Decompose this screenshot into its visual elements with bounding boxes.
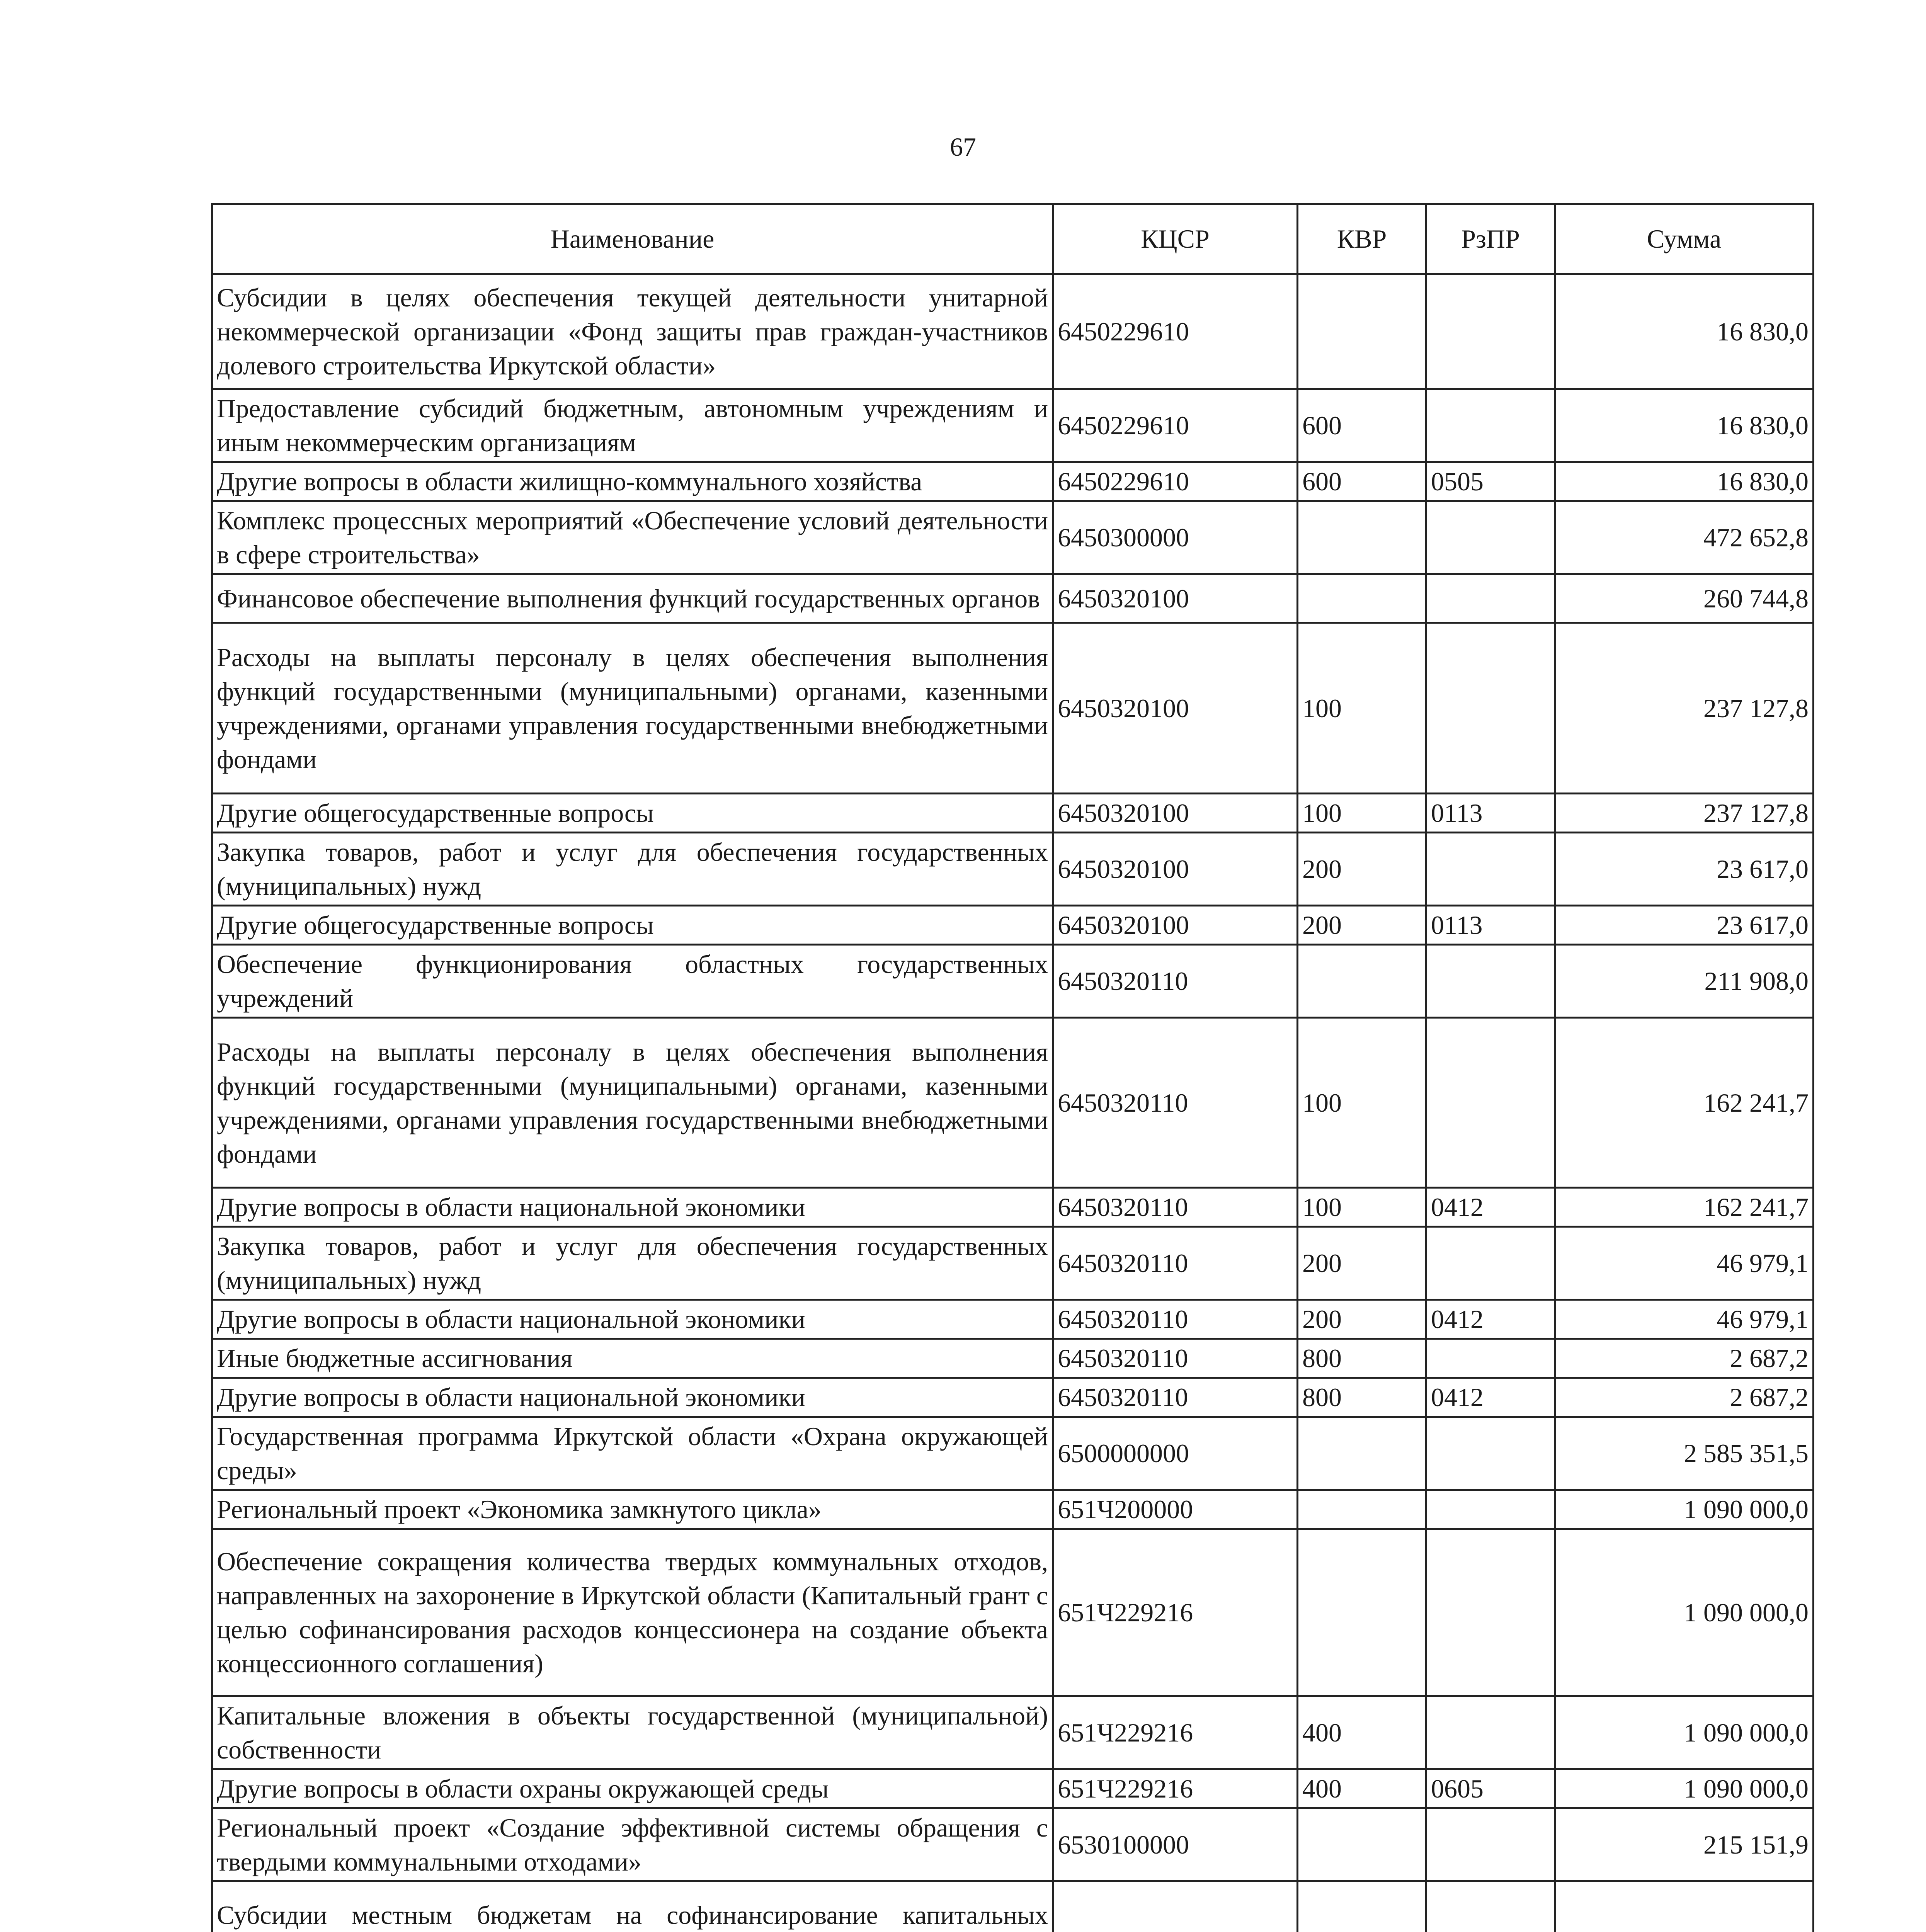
cell-kcsr: 6450320100 xyxy=(1053,574,1298,623)
table-row xyxy=(212,906,1814,945)
cell-kvr: 100 xyxy=(1298,1188,1426,1227)
cell-kvr: 600 xyxy=(1298,389,1426,462)
cell-name: Предоставление субсидий бюджетным, автономным учреждениям и иным некоммерческим организациям xyxy=(212,389,1053,462)
table-row xyxy=(212,274,1814,389)
header-sum: Сумма xyxy=(1555,204,1814,274)
cell-rzpr xyxy=(1426,1227,1555,1300)
cell-rzpr xyxy=(1426,574,1555,623)
table-row xyxy=(212,623,1814,794)
cell-kvr xyxy=(1298,945,1426,1018)
cell-name: Другие общегосударственные вопросы xyxy=(212,906,1053,945)
cell-kcsr: 6450320110 xyxy=(1053,945,1298,1018)
cell-kvr: 200 xyxy=(1298,906,1426,945)
cell-rzpr: 0505 xyxy=(1426,462,1555,501)
cell-sum: 215 151,9 xyxy=(1555,1808,1814,1881)
cell-kvr xyxy=(1298,274,1426,389)
cell-kcsr: 651Ч229216 xyxy=(1053,1529,1298,1696)
header-name: Наименование xyxy=(212,204,1053,274)
cell-sum: 16 830,0 xyxy=(1555,462,1814,501)
cell-kvr xyxy=(1298,1808,1426,1881)
cell-kvr: 400 xyxy=(1298,1769,1426,1808)
cell-name: Обеспечение функционирования областных государственных учреждений xyxy=(212,945,1053,1018)
cell-kcsr: 651Ч229216 xyxy=(1053,1769,1298,1808)
cell-kvr xyxy=(1298,574,1426,623)
table-body xyxy=(212,274,1814,1932)
cell-name: Закупка товаров, работ и услуг для обеспечения государственных (муниципальных) нужд xyxy=(212,833,1053,906)
table-row xyxy=(212,1808,1814,1881)
cell-kcsr: 6450229610 xyxy=(1053,462,1298,501)
cell-kvr: 100 xyxy=(1298,1018,1426,1188)
cell-sum: 211 908,0 xyxy=(1555,945,1814,1018)
cell-name: Другие общегосударственные вопросы xyxy=(212,794,1053,833)
cell-kcsr: 6450229610 xyxy=(1053,389,1298,462)
header-kcsr: КЦСР xyxy=(1053,204,1298,274)
cell-kcsr: 6530100000 xyxy=(1053,1808,1298,1881)
cell-name: Иные бюджетные ассигнования xyxy=(212,1339,1053,1378)
cell-name: Другие вопросы в области национальной экономики xyxy=(212,1300,1053,1339)
table-row xyxy=(212,1696,1814,1769)
cell-name: Субсидии местным бюджетам на софинансирование капитальных xyxy=(212,1881,1053,1932)
cell-rzpr xyxy=(1426,1881,1555,1932)
cell-kcsr: 651Ч200000 xyxy=(1053,1490,1298,1529)
cell-kcsr: 6450320110 xyxy=(1053,1300,1298,1339)
cell-kvr: 600 xyxy=(1298,462,1426,501)
cell-rzpr xyxy=(1426,274,1555,389)
cell-rzpr xyxy=(1426,1417,1555,1490)
page-number: 67 xyxy=(950,132,976,162)
cell-name: Расходы на выплаты персоналу в целях обеспечения выполнения функций государственными (муниципальными) органами, казенными учреждениями, органами управления государственными внебюджетными фондами xyxy=(212,623,1053,794)
cell-name: Комплекс процессных мероприятий «Обеспечение условий деятельности в сфере строительства» xyxy=(212,501,1053,574)
cell-sum: 23 617,0 xyxy=(1555,906,1814,945)
cell-kcsr: 6450320110 xyxy=(1053,1018,1298,1188)
cell-name: Другие вопросы в области национальной экономики xyxy=(212,1378,1053,1417)
table-row xyxy=(212,1227,1814,1300)
table-row xyxy=(212,833,1814,906)
table-row xyxy=(212,501,1814,574)
header-kvr: КВР xyxy=(1298,204,1426,274)
cell-rzpr xyxy=(1426,389,1555,462)
cell-kvr xyxy=(1298,501,1426,574)
budget-table xyxy=(211,203,1814,1932)
cell-sum xyxy=(1555,1881,1814,1932)
cell-sum: 16 830,0 xyxy=(1555,274,1814,389)
cell-kvr: 200 xyxy=(1298,1300,1426,1339)
cell-kcsr: 6450320100 xyxy=(1053,833,1298,906)
table-row xyxy=(212,1490,1814,1529)
table-row xyxy=(212,574,1814,623)
cell-name: Расходы на выплаты персоналу в целях обеспечения выполнения функций государственными (муниципальными) органами, казенными учреждениями, органами управления государственными внебюджетными фондами xyxy=(212,1018,1053,1188)
cell-rzpr: 0412 xyxy=(1426,1188,1555,1227)
cell-rzpr xyxy=(1426,501,1555,574)
cell-sum: 2 687,2 xyxy=(1555,1339,1814,1378)
cell-sum: 260 744,8 xyxy=(1555,574,1814,623)
table-row xyxy=(212,1529,1814,1696)
cell-rzpr xyxy=(1426,1018,1555,1188)
cell-rzpr xyxy=(1426,1529,1555,1696)
cell-kcsr: 6450320110 xyxy=(1053,1378,1298,1417)
cell-sum: 1 090 000,0 xyxy=(1555,1529,1814,1696)
cell-kvr: 200 xyxy=(1298,833,1426,906)
cell-rzpr xyxy=(1426,1490,1555,1529)
cell-sum: 16 830,0 xyxy=(1555,389,1814,462)
table-row xyxy=(212,1339,1814,1378)
cell-kcsr: 651Ч229216 xyxy=(1053,1696,1298,1769)
cell-kvr: 800 xyxy=(1298,1378,1426,1417)
table-row xyxy=(212,1417,1814,1490)
cell-kvr xyxy=(1298,1529,1426,1696)
cell-rzpr xyxy=(1426,833,1555,906)
cell-kcsr: 6450320100 xyxy=(1053,623,1298,794)
cell-sum: 1 090 000,0 xyxy=(1555,1696,1814,1769)
table-row xyxy=(212,1378,1814,1417)
cell-kcsr: 6450320110 xyxy=(1053,1188,1298,1227)
cell-name: Закупка товаров, работ и услуг для обеспечения государственных (муниципальных) нужд xyxy=(212,1227,1053,1300)
table-header-row xyxy=(212,204,1814,274)
cell-kcsr: 6450229610 xyxy=(1053,274,1298,389)
cell-rzpr: 0113 xyxy=(1426,906,1555,945)
table-row xyxy=(212,462,1814,501)
cell-sum: 1 090 000,0 xyxy=(1555,1769,1814,1808)
cell-rzpr xyxy=(1426,945,1555,1018)
cell-rzpr: 0605 xyxy=(1426,1769,1555,1808)
cell-kvr: 200 xyxy=(1298,1227,1426,1300)
cell-kcsr: 6450300000 xyxy=(1053,501,1298,574)
cell-sum: 23 617,0 xyxy=(1555,833,1814,906)
cell-sum: 46 979,1 xyxy=(1555,1300,1814,1339)
cell-name: Государственная программа Иркутской области «Охрана окружающей среды» xyxy=(212,1417,1053,1490)
cell-kvr: 100 xyxy=(1298,623,1426,794)
cell-sum: 237 127,8 xyxy=(1555,794,1814,833)
cell-sum: 162 241,7 xyxy=(1555,1018,1814,1188)
cell-kcsr xyxy=(1053,1881,1298,1932)
cell-name: Обеспечение сокращения количества твердых коммунальных отходов, направленных на захоронение в Иркутской области (Капитальный грант с целью софинансирования расходов концессионера на создание объекта концессионного соглашения) xyxy=(212,1529,1053,1696)
cell-name: Субсидии в целях обеспечения текущей деятельности унитарной некоммерческой организации «Фонд защиты прав граждан-участников долевого строительства Иркутской области» xyxy=(212,274,1053,389)
cell-kvr: 100 xyxy=(1298,794,1426,833)
cell-kvr xyxy=(1298,1490,1426,1529)
cell-sum: 472 652,8 xyxy=(1555,501,1814,574)
cell-sum: 237 127,8 xyxy=(1555,623,1814,794)
header-rzpr: РзПР xyxy=(1426,204,1555,274)
cell-name: Региональный проект «Создание эффективной системы обращения с твердыми коммунальными отходами» xyxy=(212,1808,1053,1881)
cell-sum: 2 585 351,5 xyxy=(1555,1417,1814,1490)
table-row xyxy=(212,1881,1814,1932)
cell-sum: 2 687,2 xyxy=(1555,1378,1814,1417)
cell-sum: 46 979,1 xyxy=(1555,1227,1814,1300)
cell-name: Другие вопросы в области охраны окружающей среды xyxy=(212,1769,1053,1808)
cell-sum: 1 090 000,0 xyxy=(1555,1490,1814,1529)
cell-kvr xyxy=(1298,1417,1426,1490)
cell-rzpr: 0113 xyxy=(1426,794,1555,833)
cell-name: Региональный проект «Экономика замкнутого цикла» xyxy=(212,1490,1053,1529)
cell-name: Другие вопросы в области жилищно-коммунального хозяйства xyxy=(212,462,1053,501)
cell-rzpr: 0412 xyxy=(1426,1300,1555,1339)
cell-name: Финансовое обеспечение выполнения функций государственных органов xyxy=(212,574,1053,623)
cell-rzpr: 0412 xyxy=(1426,1378,1555,1417)
table-row xyxy=(212,1188,1814,1227)
cell-name: Другие вопросы в области национальной экономики xyxy=(212,1188,1053,1227)
table-row xyxy=(212,389,1814,462)
cell-kcsr: 6450320100 xyxy=(1053,794,1298,833)
cell-kcsr: 6500000000 xyxy=(1053,1417,1298,1490)
cell-name: Капитальные вложения в объекты государственной (муниципальной) собственности xyxy=(212,1696,1053,1769)
cell-kvr xyxy=(1298,1881,1426,1932)
table-row xyxy=(212,1300,1814,1339)
table-row xyxy=(212,945,1814,1018)
cell-kvr: 800 xyxy=(1298,1339,1426,1378)
cell-sum: 162 241,7 xyxy=(1555,1188,1814,1227)
cell-kcsr: 6450320110 xyxy=(1053,1227,1298,1300)
table-row xyxy=(212,1769,1814,1808)
cell-rzpr xyxy=(1426,623,1555,794)
cell-rzpr xyxy=(1426,1696,1555,1769)
cell-kcsr: 6450320100 xyxy=(1053,906,1298,945)
table-row xyxy=(212,794,1814,833)
cell-rzpr xyxy=(1426,1339,1555,1378)
cell-kvr: 400 xyxy=(1298,1696,1426,1769)
cell-rzpr xyxy=(1426,1808,1555,1881)
table-row xyxy=(212,1018,1814,1188)
cell-kcsr: 6450320110 xyxy=(1053,1339,1298,1378)
